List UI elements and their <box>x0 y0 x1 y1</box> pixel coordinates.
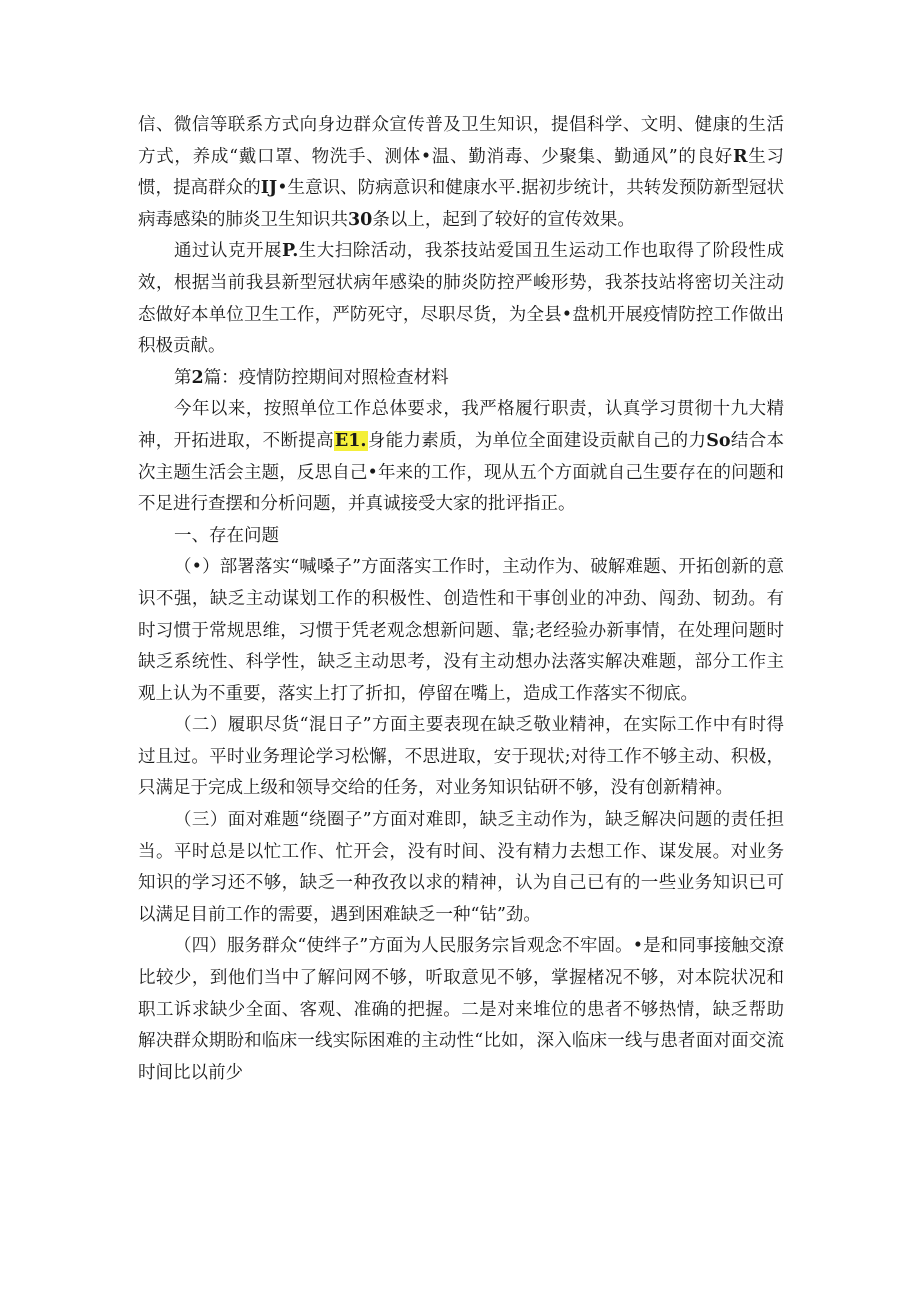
paragraph-item-1: （•）部署落实“喊嗓子”方面落实工作时，主动作为、破解难题、开拓创新的意识不强，缺乏主动谋划工作的积极性、创造性和干事创业的冲劲、闯劲、韧劲。有时习惯于常规思维，习惯于凭老观念想新问题、靠;老经验办新事情，在处理问题时缺乏系统性、科学性，缺乏主动思考，没有主动想办法落实解决难题，部分工作主观上认为不重要，落实上打了折扣，停留在嘴上，造成工作落实不彻底。 <box>138 557 784 704</box>
text-fragment: 身能力素质，为单位全面建设贡献自己的力 <box>367 430 707 451</box>
text-fragment: 结合本次主题生活会主题，反思自己•年来的工作，现从五个方面就自己生要存在的问题和不足进行查摆和分析问题，并真诚接受大家的批评指正。 <box>138 430 785 515</box>
text-fragment: 条以上，起到了较好的宣传效果。 <box>372 209 635 230</box>
paragraph-intro <box>138 394 784 520</box>
bold-fragment: IJ <box>260 178 278 199</box>
heading-existing-problems: 一、存在问题 <box>174 525 279 546</box>
bold-fragment: So <box>706 430 731 451</box>
paragraph-item-4: （四）服务群众“使绊子”方面为人民服务宗旨观念不牢固。•是和同事接触交潦比较少，到他们当中了解问网不够，听取意见不够，掌握楮况不够，对本院状况和职工诉求缺少全面、客观、准确的把握。二是对来堆位的患者不够热情，缺乏帮助解决群众期盼和临床一线实际困难的主动性“比如，深入临床一线与患者面对面交流时间比以前少 <box>138 936 784 1083</box>
highlighted-fragment: E1. <box>334 430 367 451</box>
bold-fragment: P. <box>281 241 299 262</box>
bold-fragment: 30 <box>348 209 373 230</box>
section-title <box>138 363 784 395</box>
text-fragment: 生大扫除活动，我茶技站爱国丑生运动工作也取得了阶段性成效，根据当前我县新型冠状病年感染的肺炎防控严峻形势，我茶技站将密切关注动态做好本单位卫生工作，严防死守，尽职尽货，为全县•盘机开展疫情防控工作做出积极贡献。 <box>138 241 785 357</box>
text-fragment: 通过认克开展 <box>174 241 282 262</box>
paragraph-publicity <box>138 110 784 236</box>
paragraph-item-3: （三）面对难题“绕圈子”方面对难即，缺乏主动作为，缺乏解决问题的责任担当。平时总是以忙工作、忙开会，没有时间、没有精力去想工作、谋发展。对业务知识的学习还不够，缺乏一种孜孜以求的精神，认为自己已有的一些业务知识已可以满足目前工作的需要，遇到困难缺乏一种“钻”劲。 <box>138 810 784 925</box>
bold-fragment: R <box>733 146 748 167</box>
text-fragment: 生习惯，提高群众的 <box>138 146 785 199</box>
text-fragment: 篇：疫情防控期间对照检查材料 <box>203 367 449 388</box>
document-body <box>138 110 784 1089</box>
text-fragment: 信、微信等联系方式向身边群众宣传普及卫生知识，提倡科学、文明、健康的生活方式，养成“戴口罩、物洗手、测体•温、勤消毒、少聚集、勤通风”的良好 <box>138 115 784 167</box>
text-fragment: 第 <box>174 367 192 388</box>
paragraph-sanitation <box>138 236 784 362</box>
text-fragment: 今年以来，按照单位工作总体要求，我严格履行职责，认真学习贯彻十九大精神，开拓进取，不断提高 <box>138 399 784 451</box>
text-fragment: •生意识、防病意识和健康水平.据初步统计，共转发预防新型冠状病毒感染的肺炎卫生知识共 <box>138 178 785 230</box>
bold-fragment: 2 <box>191 367 204 388</box>
paragraph-item-2: （二）履职尽货“混日子”方面主要表现在缺乏敬业精神，在实际工作中有时得过且过。平时业务理论学习松懈，不思进取，安于现状;对待工作不够主动、积极，只满足于完成上级和领导交给的任务，对业务知识钻研不够，没有创新精神。 <box>138 715 784 799</box>
